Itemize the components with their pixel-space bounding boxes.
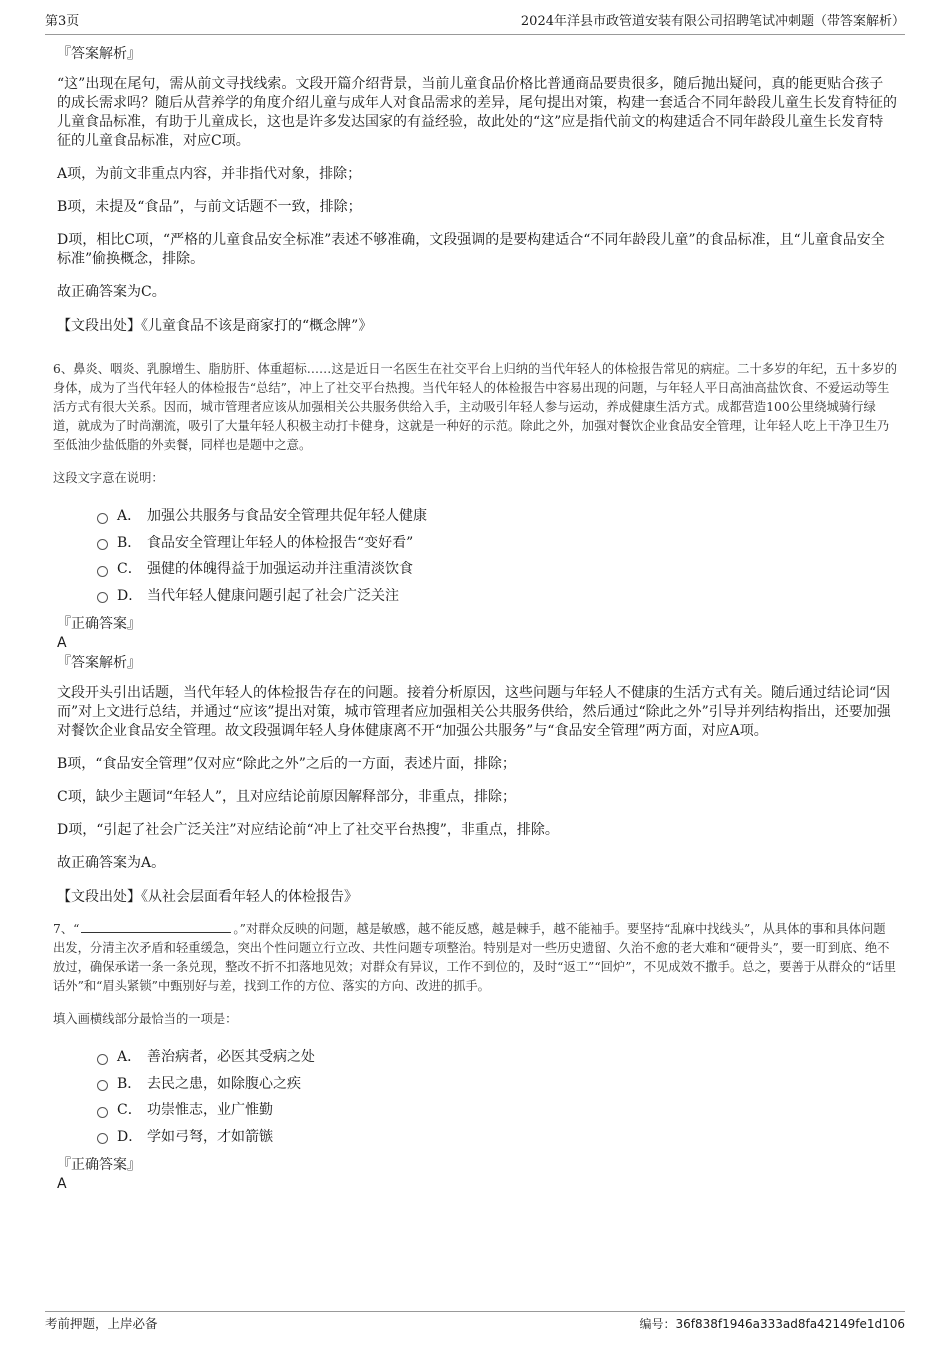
radio-icon[interactable] <box>97 539 108 550</box>
q7-options <box>97 1043 897 1149</box>
option-letter: A． <box>117 1049 142 1066</box>
footer-serial <box>639 1314 905 1334</box>
q6-source: 【文段出处】《从社会层面看年轻人的体检报告》 <box>57 889 358 905</box>
page-footer <box>45 1311 905 1331</box>
main-content <box>53 44 898 1194</box>
q6-analysis-option-d: D项，“引起了社会广泛关注”对应结论前“冲上了社交平台热搜”，非重点，排除。 <box>57 822 559 838</box>
q7-correct-title: 『正确答案』 <box>57 1157 141 1173</box>
page-number: 第3页 <box>45 14 80 29</box>
option-text: 加强公共服务与食品安全管理共促年轻人健康 <box>147 508 427 525</box>
option-text: 食品安全管理让年轻人的体检报告“变好看” <box>147 534 414 551</box>
radio-icon[interactable] <box>97 1054 108 1065</box>
q6-option-d[interactable] <box>97 582 897 609</box>
radio-icon[interactable] <box>97 1133 108 1144</box>
option-text: 当代年轻人健康问题引起了社会广泛关注 <box>147 587 399 604</box>
q7-option-a[interactable] <box>97 1043 897 1070</box>
option-text: 学如弓弩，才如箭镞 <box>147 1128 273 1145</box>
q6-options <box>97 502 897 608</box>
option-letter: D． <box>117 587 143 604</box>
q6-stem: 6、鼻炎、咽炎、乳腺增生、脂肪肝、体重超标……这是近日一名医生在社交平台上归纳的当代年轻人的体检报告常见的病症。二十多岁的年纪，五十多岁的身体，成为了当代年轻人的体检报告“总结”，冲上了社交平台热搜。当代年轻人的体检报告中容易出现的问题，与年轻人平日高油高盐饮食、不爱运动等生活方式有很大关系。因而，城市管理者应该从加强相关公共服务供给入手，主动吸引年轻人参与运动，养成健康生活方式。成都营造100公里绕城骑行绿道，就成为了时尚潮流，吸引了大量年轻人积极主动打卡健身，这就是一种好的示范。除此之外，加强对餐饮企业食品安全管理，让年轻人吃上干净卫生乃至低油少盐低脂的外卖餐，同样也是题中之意。 <box>53 362 898 452</box>
option-letter: B． <box>117 534 142 551</box>
option-text: 强健的体魄得益于加强运动并注重清淡饮食 <box>147 561 413 578</box>
q7-correct-answer: A <box>57 1176 67 1192</box>
q6-option-a[interactable] <box>97 502 897 529</box>
serial-number: 36f838f1946a333ad8fa42149fe1d106 <box>675 1317 905 1331</box>
option-text: 功崇惟志，业广惟勤 <box>147 1102 273 1119</box>
footer-slogan: 考前押题，上岸必备 <box>45 1316 158 1331</box>
option-letter: C． <box>117 1102 142 1119</box>
radio-icon[interactable] <box>97 566 108 577</box>
option-letter: D． <box>117 1128 143 1145</box>
q5-analysis-option-a: A项，为前文非重点内容，并非指代对象，排除； <box>57 166 362 182</box>
q5-source: 【文段出处】《儿童食品不该是商家打的“概念牌”》 <box>57 318 373 334</box>
option-text: 去民之患，如除腹心之疾 <box>147 1075 301 1092</box>
option-letter: C． <box>117 561 142 578</box>
q7-option-c[interactable] <box>97 1096 897 1123</box>
q6-conclusion: 故正确答案为A。 <box>57 855 166 871</box>
page-header <box>45 12 905 35</box>
radio-icon[interactable] <box>97 1107 108 1118</box>
q7-prompt: 填入画横线部分最恰当的一项是： <box>53 1012 238 1026</box>
option-letter: A． <box>117 508 142 525</box>
document-title: 2024年洋县市政管道安装有限公司招聘笔试冲刺题（带答案解析） <box>520 14 905 29</box>
q5-analysis-paragraph: “这”出现在尾句，需从前文寻找线索。文段开篇介绍背景，当前儿童食品价格比普通商品要贵很多，随后抛出疑问，真的能更贴合孩子的成长需求吗？随后从营养学的角度介绍儿童与成年人对食品需求的差异，尾句提出对策，构建一套适合不同年龄段儿童生长发育特征的儿童食品标准，有助于儿童成长，这也是许多发达国家的有益经验，故此处的“这”应是指代前文的构建适合不同年龄段儿童生长发育特征的儿童食品标准，对应C项。 <box>57 76 897 149</box>
q6-analysis-title: 『答案解析』 <box>57 655 141 671</box>
q7-stem <box>53 919 897 996</box>
q6-analysis-option-b: B项，“食品安全管理”仅对应“除此之外”之后的一方面，表述片面，排除； <box>57 756 516 772</box>
q5-conclusion: 故正确答案为C。 <box>57 284 166 300</box>
serial-label: 编号： <box>639 1317 676 1331</box>
q6-correct-answer: A <box>57 635 67 651</box>
radio-icon[interactable] <box>97 592 108 603</box>
q6-prompt: 这段文字意在说明： <box>53 471 164 485</box>
fill-blank <box>81 919 231 933</box>
option-text: 善治病者，必医其受病之处 <box>147 1049 315 1066</box>
q7-option-d[interactable] <box>97 1123 897 1150</box>
q6-option-b[interactable] <box>97 529 897 556</box>
q6-analysis-option-c: C项，缺少主题词“年轻人”，且对应结论前原因解释部分，非重点，排除； <box>57 789 517 805</box>
q6-option-c[interactable] <box>97 555 897 582</box>
q5-analysis-title: 『答案解析』 <box>57 46 141 62</box>
radio-icon[interactable] <box>97 1080 108 1091</box>
option-letter: B． <box>117 1075 142 1092</box>
q7-stem-prefix: 7、“ <box>53 922 80 936</box>
q5-analysis-option-d: D项，相比C项，“严格的儿童食品安全标准”表述不够准确，文段强调的是要构建适合“不同年龄段儿童”的食品标准，且“儿童食品安全标准”偷换概念，排除。 <box>57 232 885 267</box>
q7-stem-text: 。”对群众反映的问题，越是敏感，越不能反感，越是棘手，越不能袖手。要坚持“乱麻中找线头”，从具体的事和具体问题出发，分清主次矛盾和轻重缓急，突出个性问题立行立改、共性问题专项整治。特别是对一些历史遗留、久治不愈的老大难和“硬骨头”，要一盯到底、绝不放过，确保承诺一条一条兑现，整改不折不扣落地见效；对群众有异议，工作不到位的，及时“返工”“回炉”，不见成效不撒手。总之，要善于从群众的“话里话外”和“眉头紧锁”中甄别好与差，找到工作的方位、落实的方向、改进的抓手。 <box>53 922 897 993</box>
q5-analysis-option-b: B项，未提及“食品”，与前文话题不一致，排除； <box>57 199 362 215</box>
q6-analysis-paragraph: 文段开头引出话题，当代年轻人的体检报告存在的问题。接着分析原因，这些问题与年轻人不健康的生活方式有关。随后通过结论词“因而”对上文进行总结，并通过“应该”提出对策，城市管理者应加强相关公共服务供给，然后通过“除此之外”引导并列结构指出，还要加强对餐饮企业食品安全管理。故文段强调年轻人身体健康离不开“加强公共服务”与“食品安全管理”两方面，对应A项。 <box>57 685 891 739</box>
q7-option-b[interactable] <box>97 1070 897 1097</box>
radio-icon[interactable] <box>97 513 108 524</box>
q6-correct-title: 『正确答案』 <box>57 616 141 632</box>
